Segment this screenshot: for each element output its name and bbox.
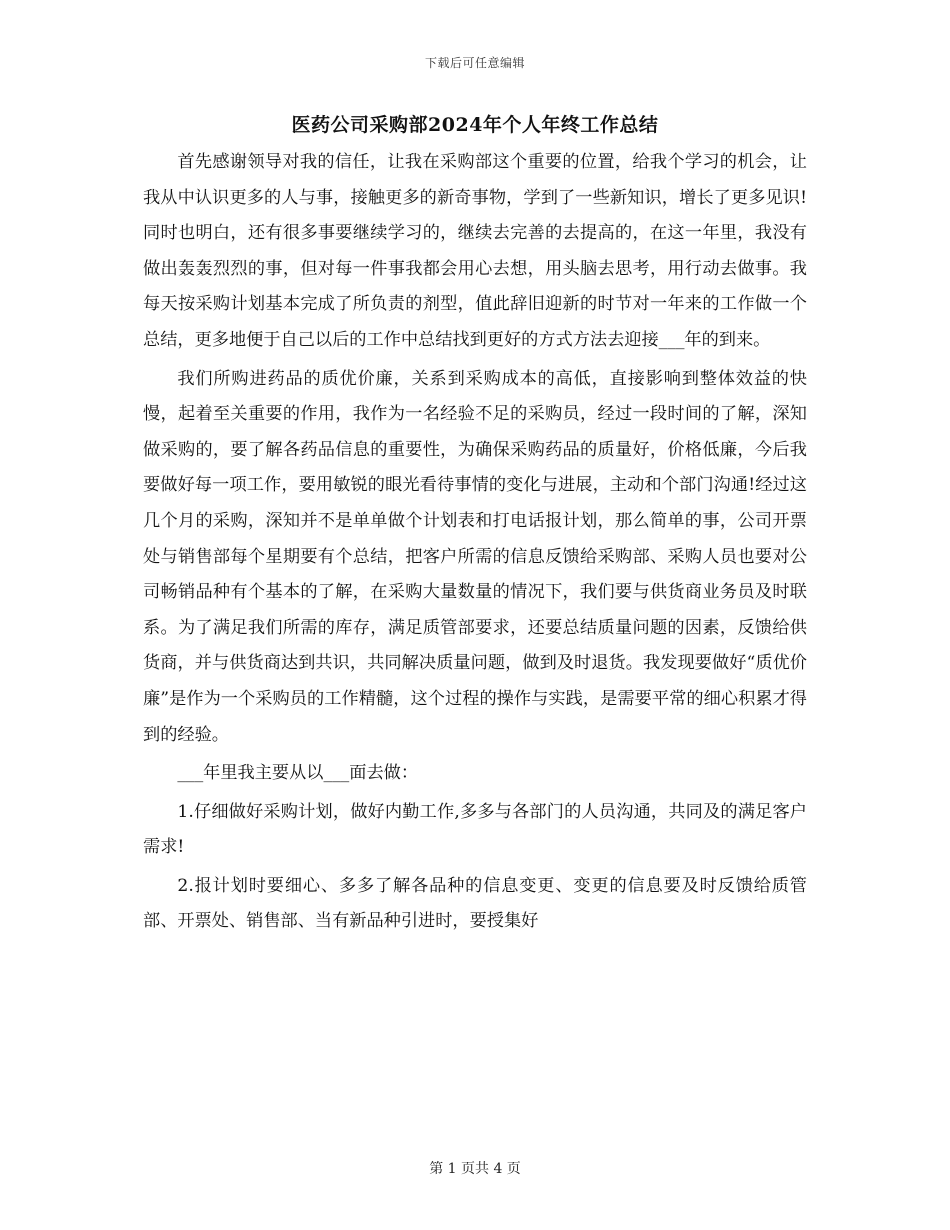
- paragraph-item-2: 2.报计划时要细心、多多了解各品种的信息变更、变更的信息要及时反馈给质管部、开票处、销售部、当有新品种引进时，要授集好: [143, 875, 807, 932]
- paragraph-procurement-quality: 我们所购进药品的质优价廉，关系到采购成本的高低，直接影响到整体效益的快慢，起着至关重要的作用，我作为一名经验不足的采购员，经过一段时间的了解，深知做采购的，要了解各药品信息的重要性，为确保采购药品的质量好，价格低廉，今后我要做好每一项工作，要用敏锐的眼光看待事情的变化与进展，主动和个部门沟通!经过这几个月的采购，深知并不是单单做个计划表和打电话报计划，那么简单的事，公司开票处与销售部每个星期要有个总结，把客户所需的信息反馈给采购部、采购人员也要对公司畅销品种有个基本的了解，在采购大量数量的情况下，我们要与供货商业务员及时联系。为了满足我们所需的库存，满足质管部要求，还要总结质量问题的因素，反馈给供货商，并与供货商达到共识，共同解决质量问题，做到及时退货。我发现要做好“质优价廉”是作为一个采购员的工作精髓，这个过程的操作与实践，是需要平常的细心积累才得到的经验。: [143, 368, 807, 745]
- paragraph-plan-intro: ___年里我主要从以___面去做：: [177, 763, 419, 784]
- page-header-note: 下载后可任意编辑: [424, 56, 525, 70]
- document-body: [143, 145, 807, 940]
- page-number: 第 1 页共 4 页: [429, 1161, 521, 1177]
- paragraph-item-1: 1.仔细做好采购计划，做好内勤工作,多多与各部门的人员沟通，共同及的满足客户需求!: [143, 801, 807, 858]
- document-title: 医药公司采购部2024年个人年终工作总结: [291, 114, 659, 136]
- paragraph-intro: 首先感谢领导对我的信任，让我在采购部这个重要的位置，给我个学习的机会，让我从中认识更多的人与事，接触更多的新奇事物，学到了一些新知识，增长了更多见识!同时也明白，还有很多事要继续学习的，继续去完善的去提高的，在这一年里，我没有做出轰轰烈烈的事，但对每一件事我都会用心去想，用头脑去思考，用行动去做事。我每天按采购计划基本完成了所负责的剂型，值此辞旧迎新的时节对一年来的工作做一个总结，更多地便于自己以后的工作中总结找到更好的方式方法去迎接___年的到来。: [143, 152, 807, 350]
